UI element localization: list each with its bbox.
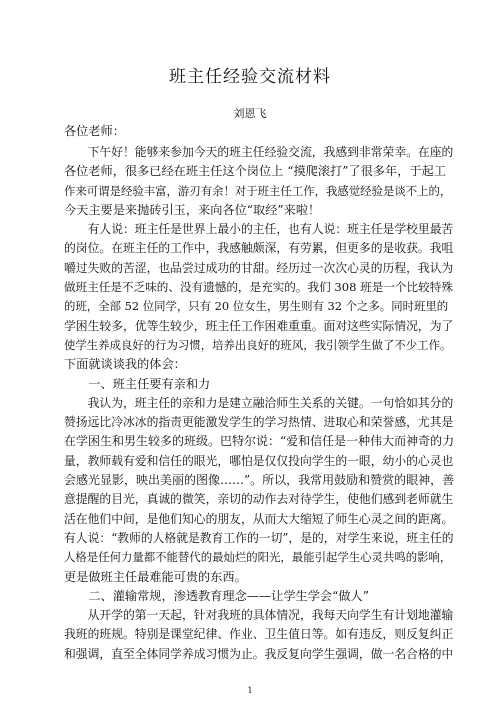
text-line: 今天主要是来抛砖引玉，来向各位“取经”来啦！ xyxy=(64,202,321,217)
text-line: 下午好！能够来参加今天的班主任经验交流，我感到非常荣幸。在座的 xyxy=(64,145,454,159)
text-line: 二、灌输常规，渗透教育理念——让学生学会“做人” xyxy=(64,588,369,603)
document-body xyxy=(64,143,454,664)
text-line: 一、班主任要有亲和力 xyxy=(64,376,211,391)
text-line: 各位老师，很多已经在班主任这个岗位上 “摸爬滚打”了很多年，于起工 xyxy=(64,164,446,179)
text-line: 从开学的第一天起，针对我班的具体情况，我每天向学生有计划地灌输 xyxy=(64,608,454,623)
text-line: 有人说：“教师的人格就是教育工作的一切”，是的，对学生来说，班主任的 xyxy=(64,530,454,545)
text-line: 做班主任是不乏味的、没有遗憾的，是充实的。我们 308 班是一个比较特殊 xyxy=(64,280,453,295)
text-line: 量，教师载有爱和信任的眼光，哪怕是仅仅投向学生的一眼，幼小的心灵也 xyxy=(64,453,454,468)
text-line: 学困生较多，优等生较少，班主任工作困难重重。面对这些实际情况，为了 xyxy=(64,318,454,333)
text-line: 赞扬远比冷冰冰的指责更能激发学生的学习热情、进取心和荣誉感，尤其是 xyxy=(64,415,454,430)
text-line: 嚼过失败的苦涩，也品尝过成功的甘甜。经历过一次次心灵的历程，我认为 xyxy=(64,260,454,275)
text-line: 意提醒的目光，真诚的微笑，亲切的动作去对待学生，使他们感到老师就生 xyxy=(64,492,454,507)
text-line: 使学生养成良好的行为习惯，培养出良好的班风，我引领学生做了不少工作。 xyxy=(64,337,452,352)
text-line: 我认为，班主任的亲和力是建立融洽师生关系的关键。一句恰如其分的 xyxy=(64,395,454,410)
text-line: 的班，全部 52 位同学，只有 20 位女生，男生则有 32 个之多。同时班里的 xyxy=(64,299,449,314)
author-name: 刘恩飞 xyxy=(233,107,267,120)
text-line: 作来可谓是经验丰富，游刃有余！对于班主任工作，我感觉经验是谈不上的， xyxy=(64,183,452,198)
greeting: 各位老师： xyxy=(64,124,125,138)
text-line: 和强调，直至全体同学养成习惯为止。我反复向学生强调，做一名合格的中 xyxy=(64,646,454,661)
text-line: 我班的班规。特别是课堂纪律、作业、卫生值日等。如有违反，则反复纠正 xyxy=(64,627,454,642)
text-line: 的岗位。在班主任的工作中，我感触颇深，有劳累，但更多的是收获。我咀 xyxy=(64,241,454,256)
text-line: 人格是任何力量都不能替代的最灿烂的阳光，最能引起学生心灵共鸣的影响， xyxy=(64,550,452,565)
text-line: 会感光显影，映出美丽的图像……”。所以，我常用鼓励和赞赏的眼神，善 xyxy=(64,473,454,488)
text-line: 活在他们中间，是他们知心的朋友，从而大大缩短了师生心灵之间的距离。 xyxy=(64,511,454,526)
page-number: 1 xyxy=(247,686,253,695)
document-title: 班主任经验交流材料 xyxy=(169,67,331,87)
text-line: 更是做班主任最难能可贵的东西。 xyxy=(64,569,247,584)
text-line: 在学困生和男生较多的班级。巴特尔说：“爱和信任是一种伟大而神奇的力 xyxy=(64,434,454,449)
text-line: 有人说：班主任是世界上最小的主任，也有人说：班主任是学校里最苦 xyxy=(64,222,454,237)
text-line: 下面就谈谈我的体会： xyxy=(64,357,186,372)
